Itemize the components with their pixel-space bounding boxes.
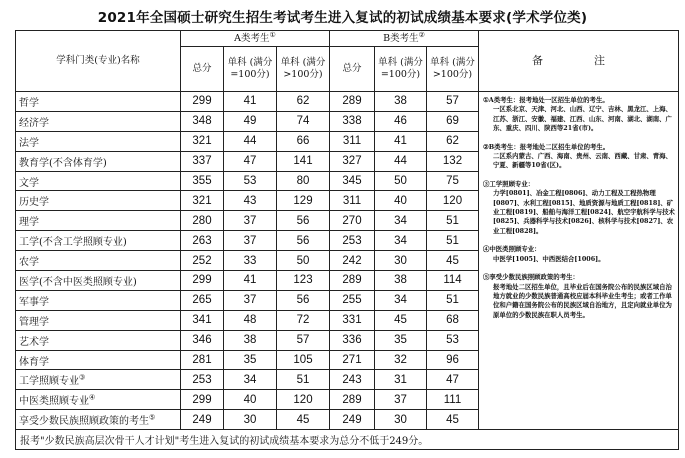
a-total-cell: 263 (181, 231, 224, 251)
subject-label: 体育学 (19, 356, 49, 368)
b-single-gt100-cell: 96 (427, 350, 479, 370)
b-single-gt100-cell: 62 (427, 131, 479, 151)
b-single-gt100-cell: 51 (427, 231, 479, 251)
b-single-100-cell: 30 (375, 251, 427, 271)
a-single-gt100-cell: 123 (277, 271, 330, 291)
subject-label: 文学 (19, 177, 39, 189)
a-single-gt100-cell: 56 (277, 231, 330, 251)
b-single-100-cell: 41 (375, 131, 427, 151)
b-single-100-cell: 34 (375, 211, 427, 231)
b-single-100-cell: 31 (375, 370, 427, 390)
subject-label: 哲学 (19, 97, 39, 109)
a-total-cell: 299 (181, 390, 224, 410)
a-total-cell: 252 (181, 251, 224, 271)
a-single-gt100-cell: 80 (277, 171, 330, 191)
a-single-gt100-cell: 45 (277, 410, 330, 430)
subject-cell (16, 92, 181, 112)
b-single-gt100-cell: 69 (427, 111, 479, 131)
b-single-gt100-cell: 47 (427, 370, 479, 390)
subject-cell (16, 350, 181, 370)
b-single-100-cell: 44 (375, 151, 427, 171)
footnote-marker: ⑤ (149, 413, 156, 422)
a-total-cell: 348 (181, 111, 224, 131)
score-table (15, 30, 679, 450)
subject-cell (16, 290, 181, 310)
b-single-gt100-cell: 111 (427, 390, 479, 410)
subject-label: 享受少数民族照顾政策的考生 (19, 416, 149, 428)
note-body: 中医学[1005]、中西医结合[1006]。 (493, 254, 605, 263)
a-total-cell: 321 (181, 191, 224, 211)
note-heading: ⑤享受少数民族照顾政策的考生： (483, 273, 579, 282)
a-total-cell: 280 (181, 211, 224, 231)
header-a-single-gt100: 单科 (满分 >100分) (277, 47, 330, 92)
note-heading: ①A类考生：报考地处一区招生单位的考生。 (483, 96, 609, 104)
a-single-100-cell: 30 (224, 410, 277, 430)
b-total-cell: 336 (330, 330, 375, 350)
page-title: 2021年全国硕士研究生招生考试考生进入复试的初试成绩基本要求(学术学位类) (97, 10, 588, 26)
subject-label: 理学 (19, 217, 39, 229)
subject-cell (16, 131, 181, 151)
subject-cell (16, 271, 181, 291)
b-total-cell: 289 (330, 390, 375, 410)
b-single-100-cell: 35 (375, 330, 427, 350)
note-heading: ③工学照顾专业： (483, 179, 535, 188)
subject-cell (16, 310, 181, 330)
b-total-cell: 331 (330, 310, 375, 330)
b-single-100-cell: 30 (375, 410, 427, 430)
header-subject: 学科门类(专业)名称 (16, 31, 181, 92)
a-single-gt100-cell: 120 (277, 390, 330, 410)
subject-label: 工学(不含工学照顾专业) (19, 237, 127, 249)
header-b-single-gt100: 单科 (满分 >100分) (427, 47, 479, 92)
header-b-total: 总分 (330, 47, 375, 92)
note-block (483, 180, 675, 236)
a-single-100-cell: 35 (224, 350, 277, 370)
b-single-100-cell: 40 (375, 191, 427, 211)
a-single-gt100-cell: 51 (277, 370, 330, 390)
a-single-100-cell: 33 (224, 251, 277, 271)
note-body: 力学[0801]、冶金工程[0806]、动力工程及工程热物理[0807]、水利工程[0815]、地质资源与地质工程[0818]、矿业工程[0819]、船舶与海洋工程[0824]、航空宇航科学与技术[0825]、兵器科学与技术[0826]、核科学与技术[0827]、农业工程[0828]。 (493, 189, 675, 235)
subject-label: 军事学 (19, 296, 49, 308)
a-single-100-cell: 37 (224, 211, 277, 231)
subject-label: 艺术学 (19, 336, 49, 348)
footnote-marker: ④ (89, 393, 96, 402)
subject-cell (16, 251, 181, 271)
subject-cell (16, 171, 181, 191)
b-total-cell: 338 (330, 111, 375, 131)
b-single-100-cell: 34 (375, 290, 427, 310)
note-block (483, 273, 675, 320)
a-single-100-cell: 44 (224, 131, 277, 151)
a-single-gt100-cell: 62 (277, 92, 330, 112)
a-single-100-cell: 48 (224, 310, 277, 330)
a-single-100-cell: 43 (224, 191, 277, 211)
b-total-cell: 327 (330, 151, 375, 171)
subject-label: 教育学(不含体育学) (19, 157, 107, 169)
header-notes: 备 注 (479, 31, 679, 92)
subject-cell (16, 330, 181, 350)
note-body: 报考地处二区招生单位，且毕业后在国务院公布的民族区域自治地方就业的少数民族普通高校应届本科毕业生考生；或者工作单位和户籍在国务院公布的民族区域自治地方，且定向就业单位为原单位的少数民族在职人员考生。 (493, 282, 672, 319)
a-total-cell: 253 (181, 370, 224, 390)
a-single-gt100-cell: 56 (277, 290, 330, 310)
note-block (483, 245, 675, 264)
subject-cell (16, 231, 181, 251)
b-single-100-cell: 45 (375, 310, 427, 330)
a-single-gt100-cell: 50 (277, 251, 330, 271)
b-single-100-cell: 50 (375, 171, 427, 191)
b-single-100-cell: 34 (375, 231, 427, 251)
b-single-gt100-cell: 51 (427, 211, 479, 231)
a-single-100-cell: 38 (224, 330, 277, 350)
b-single-100-cell: 32 (375, 350, 427, 370)
b-total-cell: 255 (330, 290, 375, 310)
subject-label: 管理学 (19, 316, 49, 328)
b-total-cell: 253 (330, 231, 375, 251)
a-single-100-cell: 41 (224, 271, 277, 291)
header-a-single-100: 单科 (满分 =100分) (224, 47, 277, 92)
b-single-gt100-cell: 57 (427, 92, 479, 112)
b-single-100-cell: 38 (375, 92, 427, 112)
b-single-gt100-cell: 51 (427, 290, 479, 310)
subject-label: 历史学 (19, 197, 49, 209)
b-single-gt100-cell: 120 (427, 191, 479, 211)
b-single-100-cell: 46 (375, 111, 427, 131)
b-single-gt100-cell: 114 (427, 271, 479, 291)
note-heading: ④中医类照顾专业： (483, 245, 541, 254)
subject-label: 农学 (19, 257, 39, 269)
b-single-100-cell: 37 (375, 390, 427, 410)
b-total-cell: 311 (330, 191, 375, 211)
b-single-100-cell: 38 (375, 271, 427, 291)
header-a-total: 总分 (181, 47, 224, 92)
header-b-group: B类考生② (330, 31, 479, 47)
b-total-cell: 270 (330, 211, 375, 231)
header-a-group: A类考生① (181, 31, 330, 47)
subject-cell (16, 191, 181, 211)
a-single-100-cell: 40 (224, 390, 277, 410)
subject-label: 工学照顾专业 (19, 376, 79, 388)
subject-cell (16, 390, 181, 410)
a-single-100-cell: 34 (224, 370, 277, 390)
subject-cell (16, 111, 181, 131)
a-single-gt100-cell: 72 (277, 310, 330, 330)
a-total-cell: 337 (181, 151, 224, 171)
b-single-gt100-cell: 68 (427, 310, 479, 330)
note-heading: ②B类考生：报考地处二区招生单位的考生。 (483, 142, 610, 151)
a-total-cell: 341 (181, 310, 224, 330)
subject-label: 经济学 (19, 117, 49, 129)
a-single-gt100-cell: 57 (277, 330, 330, 350)
subject-cell (16, 211, 181, 231)
a-single-gt100-cell: 56 (277, 211, 330, 231)
a-total-cell: 249 (181, 410, 224, 430)
a-total-cell: 299 (181, 92, 224, 112)
header-b-single-100: 单科 (满分 =100分) (375, 47, 427, 92)
a-total-cell: 321 (181, 131, 224, 151)
footnote-marker: ③ (79, 374, 86, 383)
subject-cell (16, 151, 181, 171)
notes-cell (479, 92, 679, 430)
subject-label: 法学 (19, 137, 39, 149)
note-block (483, 143, 675, 171)
a-total-cell: 281 (181, 350, 224, 370)
a-single-100-cell: 53 (224, 171, 277, 191)
a-total-cell: 346 (181, 330, 224, 350)
a-single-gt100-cell: 129 (277, 191, 330, 211)
b-total-cell: 249 (330, 410, 375, 430)
a-single-100-cell: 37 (224, 290, 277, 310)
a-single-gt100-cell: 66 (277, 131, 330, 151)
a-single-gt100-cell: 74 (277, 111, 330, 131)
subject-cell (16, 410, 181, 430)
note-block (483, 96, 675, 134)
a-single-gt100-cell: 105 (277, 350, 330, 370)
b-total-cell: 345 (330, 171, 375, 191)
b-single-gt100-cell: 53 (427, 330, 479, 350)
note-body: 一区系北京、天津、河北、山西、辽宁、吉林、黑龙江、上海、江苏、浙江、安徽、福建、江西、山东、河南、湖北、湖南、广东、重庆、四川、陕西等21省(市)。 (493, 105, 672, 133)
a-total-cell: 265 (181, 290, 224, 310)
a-single-100-cell: 49 (224, 111, 277, 131)
b-total-cell: 289 (330, 92, 375, 112)
note-body: 二区系内蒙古、广西、海南、贵州、云南、西藏、甘肃、青海、宁夏、新疆等10省(区)。 (493, 152, 672, 170)
footer-note: 报考"少数民族高层次骨干人才计划"考生进入复试的初试成绩基本要求为总分不低于249分。 (16, 430, 679, 450)
b-total-cell: 271 (330, 350, 375, 370)
subject-cell (16, 370, 181, 390)
b-total-cell: 311 (330, 131, 375, 151)
a-total-cell: 355 (181, 171, 224, 191)
a-single-100-cell: 37 (224, 231, 277, 251)
b-single-gt100-cell: 45 (427, 410, 479, 430)
subject-label: 医学(不含中医类照顾专业) (19, 276, 137, 288)
b-total-cell: 289 (330, 271, 375, 291)
b-total-cell: 242 (330, 251, 375, 271)
a-single-100-cell: 47 (224, 151, 277, 171)
b-total-cell: 243 (330, 370, 375, 390)
a-single-100-cell: 41 (224, 92, 277, 112)
a-single-gt100-cell: 141 (277, 151, 330, 171)
b-single-gt100-cell: 75 (427, 171, 479, 191)
a-total-cell: 299 (181, 271, 224, 291)
b-single-gt100-cell: 45 (427, 251, 479, 271)
table-row (16, 92, 679, 112)
b-single-gt100-cell: 132 (427, 151, 479, 171)
subject-label: 中医类照顾专业 (19, 396, 89, 408)
